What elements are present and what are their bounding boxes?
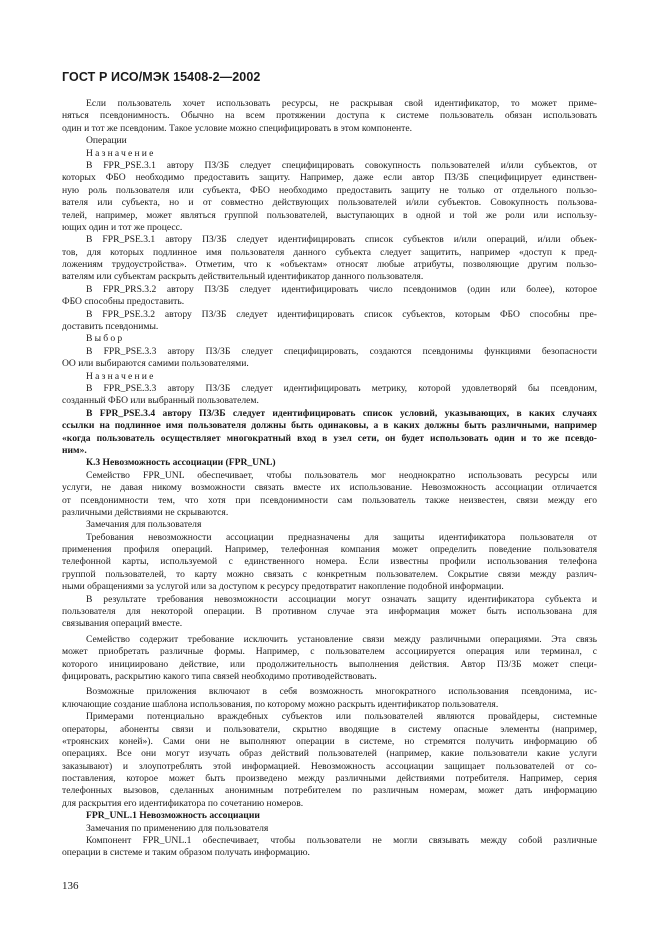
document-header: ГОСТ Р ИСО/МЭК 15408-2—2002 bbox=[62, 70, 261, 84]
text-line: услуги, не давая никому возможности связать вместе их использование. Невозможность ассоциации отличается bbox=[62, 482, 597, 494]
text-line: телефонных вызовов, сделанных анонимным потребителем по различным номерам, может дать информацию bbox=[62, 785, 597, 797]
text-line: телей, например, может являться группой пользователей, выступающих в одной и той же роли или использу- bbox=[62, 209, 597, 221]
text-line: для раскрытия его идентификатора по сочетанию номеров. bbox=[62, 797, 304, 809]
text-line: ссылки на подлинное имя пользователя должны быть одинаковы, а в каких должны быть различными, например bbox=[62, 420, 597, 432]
text-line: доставить псевдонимы. bbox=[62, 321, 159, 333]
text-line: операциях. Все они могут изучать образ действий пользователей (например, какие пользователи какие услуги bbox=[62, 748, 597, 760]
text-line: Компонент FPR_UNL.1 обеспечивает, чтобы пользователи не могли связывать между собой различные bbox=[86, 835, 597, 847]
document-body bbox=[62, 98, 597, 860]
text-line: Примерами потенциально враждебных субъектов или пользователей являются провайдеры, системные bbox=[86, 711, 597, 723]
text-line: FPR_UNL.1 Невозможность ассоциации bbox=[86, 810, 260, 822]
text-line: ную роль пользователя или субъекта, ФБО необходимо предоставить защиту не только от отдельного пользо- bbox=[62, 184, 597, 196]
text-line: ключающие создание шаблона использования, по которому можно раскрыть идентификатор пользователя. bbox=[62, 698, 499, 710]
text-line: различными действиями не скрываются. bbox=[62, 506, 229, 518]
text-line: Выбор bbox=[86, 333, 125, 345]
page-number: 136 bbox=[62, 880, 79, 892]
text-line: Замечания для пользователя bbox=[86, 519, 202, 531]
text-line: операции в системе и таким образом получать информацию. bbox=[62, 847, 310, 859]
text-line: «троянских коней»). Сами они не выполняют операции в системе, но стремятся получить информацию об bbox=[62, 735, 597, 747]
text-line: Требования невозможности ассоциации предназначены для защиты идентификатора пользователя от bbox=[86, 531, 597, 543]
text-line: Семейство содержит требование исключить установление связи между различными операциями. Эта связь bbox=[86, 633, 597, 645]
text-line: пользователя для некоторой операции. В противном случае эта информация может быть использована для bbox=[62, 606, 597, 618]
text-line: от псевдонимности тем, что хотя при псевдонимности сам пользователь также неизвестен, связи между его bbox=[62, 494, 597, 506]
text-line: К.3 Невозможность ассоциации (FPR_UNL) bbox=[86, 457, 276, 469]
text-line: созданный ФБО или выбранный пользователем. bbox=[62, 395, 259, 407]
text-line: телефонной карты, используемой с единственного номера. Если известны профили использования телефона bbox=[62, 556, 597, 568]
text-line: может приобретать различные формы. Например, с пользователем ассоциируется операция или терминал, с bbox=[62, 646, 597, 658]
text-line: группой пользователей, то карту можно связать с конкретным пользователем. Сокрытие связи между различ- bbox=[62, 568, 597, 580]
text-line: Семейство FPR_UNL обеспечивает, чтобы пользователь мог неоднократно использовать ресурсы или bbox=[86, 469, 597, 481]
text-line: операторы, абоненты связи и пользователи, скрытно вводящие в систему опасные элементы (например, bbox=[62, 723, 597, 735]
text-line: ющих один и тот же процесс. bbox=[62, 221, 183, 233]
text-line: поставления, которое может быть произведено между различными действиями потребителя. Например, серия bbox=[62, 773, 597, 785]
text-line: В FPR_PSE.3.1 автору ПЗ/ЗБ следует идентифицировать список субъектов и/или операций, и/или объек- bbox=[86, 234, 597, 246]
text-line: ложениям трудоустройства». Отметим, что к «объектам» относят любые атрибуты, позволяющие другим пользо- bbox=[62, 259, 597, 271]
text-line: тов, для которых подлинное имя пользователя данного субъекта следует защитить, например «доступ к пред- bbox=[62, 246, 597, 258]
text-line: заказывают) и злоупотреблять этой информацией. Невозможность ассоциации защищает пользователей от со- bbox=[62, 760, 597, 772]
text-line: В FPR_PSE.3.3 автору ПЗ/ЗБ следует идентифицировать метрику, которой удовлетворяй бы псевдоним, bbox=[86, 382, 597, 394]
text-line: Назначение bbox=[86, 370, 156, 382]
text-line: вателям или субъектам раскрыть действительный идентификатор данного пользователя. bbox=[62, 271, 424, 283]
text-line: В FPR_PRS.3.2 автору ПЗ/ЗБ следует идентифицировать число псевдонимов (один или более), которое bbox=[86, 283, 597, 295]
text-line: применения профиля операций. Например, телефонная компания может определить поведение пользователя bbox=[62, 544, 597, 556]
text-line: ФБО способны предоставить. bbox=[62, 296, 185, 308]
text-line: вателя или субъекта, но и от совместно действующих пользователей и/или субъектов. Совокупность пользова- bbox=[62, 197, 597, 209]
text-line: Операции bbox=[86, 135, 127, 147]
text-line: Назначение bbox=[86, 147, 156, 159]
text-line: Если пользователь хочет использовать ресурсы, не раскрывая свой идентификатор, то может приме- bbox=[86, 98, 597, 109]
text-line: Возможные приложения включают в себя возможность многократного использования псевдонима, ис- bbox=[86, 686, 597, 698]
text-line: В FPR_PSE.3.1 автору ПЗ/ЗБ следует специфицировать совокупность пользователей и/или субъектов, от bbox=[86, 159, 597, 171]
text-line: фицировать, раскрытию какого типа связей необходимо противодействовать. bbox=[62, 670, 377, 682]
text-line: связывания операций вместе. bbox=[62, 618, 183, 630]
text-line: В результате требования невозможности ассоциации могут означать защиту идентификатора субъекта и bbox=[86, 593, 597, 605]
text-line: ОО или выбираются самими пользователями. bbox=[62, 358, 249, 370]
text-line: которых ФБО необходимо предоставить защиту. Например, даже если автор ПЗ/ЗБ специфицирует единствен- bbox=[62, 172, 597, 184]
text-line: один и тот же псевдоним. Такое условие можно специфицировать в этом компоненте. bbox=[62, 122, 413, 134]
text-line: которого инициировано действие, или продолжительность выполнения действия. Автор ПЗ/ЗБ может специ- bbox=[62, 658, 597, 670]
text-line: «когда пользователь осуществляет многократный вход в узел сети, он будет использовать один и то же псевдо- bbox=[62, 432, 597, 444]
text-line: В FPR_PSE.3.3 автору ПЗ/ЗБ следует специфицировать, создаются псевдонимы функциями безопасности bbox=[86, 345, 597, 357]
text-line: няться псевдонимность. Обычно на всем протяжении доступа к системе пользователь обязан использовать bbox=[62, 110, 597, 122]
text-line: В FPR_PSE.3.4 автору ПЗ/ЗБ следует идентифицировать список условий, указывающих, в каких случаях bbox=[86, 407, 597, 419]
text-line: ним». bbox=[62, 444, 87, 456]
text-line: В FPR_PSE.3.2 автору ПЗ/ЗБ следует идентифицировать список субъектов, которым ФБО способны пре- bbox=[86, 308, 597, 320]
text-line: Замечания по применению для пользователя bbox=[86, 822, 269, 834]
text-line: ными обращениями за услугой или за доступом к ресурсу предотвратит накопление подобной информации. bbox=[62, 581, 504, 593]
